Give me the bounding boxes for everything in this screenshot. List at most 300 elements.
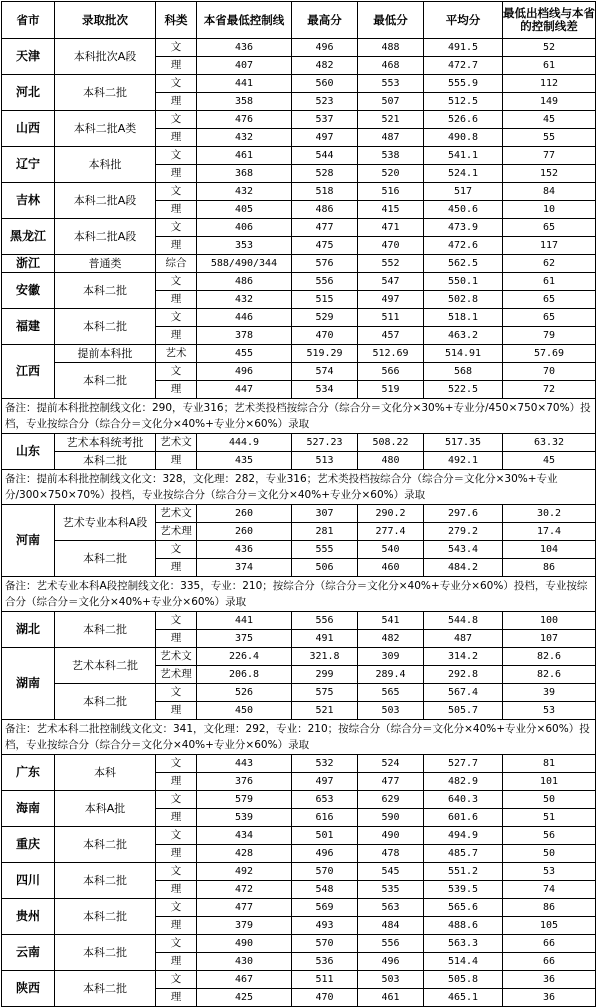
province-cell: 浙江 xyxy=(2,255,55,273)
avg-score-cell: 502.8 xyxy=(424,291,503,309)
header-batch: 录取批次 xyxy=(55,2,156,39)
avg-score-cell: 539.5 xyxy=(424,881,503,899)
category-cell: 理 xyxy=(156,702,197,720)
province-cell: 吉林 xyxy=(2,183,55,219)
control-line-cell: 405 xyxy=(197,201,292,219)
score-gap-cell: 82.6 xyxy=(503,648,596,666)
min-score-cell: 535 xyxy=(358,881,424,899)
avg-score-cell: 514.91 xyxy=(424,345,503,363)
table-row xyxy=(2,111,596,129)
avg-score-cell: 527.7 xyxy=(424,755,503,773)
category-cell: 文 xyxy=(156,827,197,845)
batch-cell: 本科二批A段 xyxy=(55,183,156,219)
score-gap-cell: 86 xyxy=(503,899,596,917)
max-score-cell: 560 xyxy=(292,75,358,93)
avg-score-cell: 490.8 xyxy=(424,129,503,147)
header-category: 科类 xyxy=(156,2,197,39)
batch-cell: 本科批次A段 xyxy=(55,39,156,75)
min-score-cell: 503 xyxy=(358,971,424,989)
max-score-cell: 556 xyxy=(292,612,358,630)
score-gap-cell: 104 xyxy=(503,541,596,559)
category-cell: 艺术文 xyxy=(156,505,197,523)
category-cell: 理 xyxy=(156,452,197,470)
category-cell: 理 xyxy=(156,809,197,827)
control-line-cell: 441 xyxy=(197,75,292,93)
avg-score-cell: 450.6 xyxy=(424,201,503,219)
table-row xyxy=(2,39,596,57)
category-cell: 文 xyxy=(156,612,197,630)
control-line-cell: 406 xyxy=(197,219,292,237)
control-line-cell: 432 xyxy=(197,291,292,309)
category-cell: 文 xyxy=(156,863,197,881)
score-gap-cell: 36 xyxy=(503,989,596,1007)
table-row xyxy=(2,147,596,165)
min-score-cell: 566 xyxy=(358,363,424,381)
category-cell: 艺术 xyxy=(156,345,197,363)
max-score-cell: 511 xyxy=(292,971,358,989)
category-cell: 文 xyxy=(156,75,197,93)
avg-score-cell: 555.9 xyxy=(424,75,503,93)
max-score-cell: 493 xyxy=(292,917,358,935)
score-gap-cell: 84 xyxy=(503,183,596,201)
control-line-cell: 477 xyxy=(197,899,292,917)
control-line-cell: 496 xyxy=(197,363,292,381)
category-cell: 艺术文 xyxy=(156,648,197,666)
min-score-cell: 547 xyxy=(358,273,424,291)
min-score-cell: 482 xyxy=(358,630,424,648)
avg-score-cell: 567.4 xyxy=(424,684,503,702)
min-score-cell: 490 xyxy=(358,827,424,845)
max-score-cell: 534 xyxy=(292,381,358,399)
score-gap-cell: 51 xyxy=(503,809,596,827)
min-score-cell: 541 xyxy=(358,612,424,630)
control-line-cell: 579 xyxy=(197,791,292,809)
score-gap-cell: 56 xyxy=(503,827,596,845)
control-line-cell: 446 xyxy=(197,309,292,327)
max-score-cell: 536 xyxy=(292,953,358,971)
max-score-cell: 497 xyxy=(292,773,358,791)
category-cell: 理 xyxy=(156,773,197,791)
table-row xyxy=(2,827,596,845)
max-score-cell: 555 xyxy=(292,541,358,559)
table-row xyxy=(2,345,596,363)
min-score-cell: 470 xyxy=(358,237,424,255)
table-row xyxy=(2,648,596,666)
max-score-cell: 570 xyxy=(292,935,358,953)
avg-score-cell: 601.6 xyxy=(424,809,503,827)
table-row xyxy=(2,684,596,702)
min-score-cell: 471 xyxy=(358,219,424,237)
batch-cell: 本科二批A类 xyxy=(55,111,156,147)
max-score-cell: 475 xyxy=(292,237,358,255)
control-line-cell: 206.8 xyxy=(197,666,292,684)
avg-score-cell: 488.6 xyxy=(424,917,503,935)
header-avg-score: 平均分 xyxy=(424,2,503,39)
avg-score-cell: 517 xyxy=(424,183,503,201)
avg-score-cell: 463.2 xyxy=(424,327,503,345)
control-line-cell: 526 xyxy=(197,684,292,702)
max-score-cell: 497 xyxy=(292,129,358,147)
max-score-cell: 616 xyxy=(292,809,358,827)
min-score-cell: 309 xyxy=(358,648,424,666)
min-score-cell: 487 xyxy=(358,129,424,147)
category-cell: 文 xyxy=(156,935,197,953)
batch-cell: 本科二批 xyxy=(55,899,156,935)
avg-score-cell: 543.4 xyxy=(424,541,503,559)
score-gap-cell: 107 xyxy=(503,630,596,648)
province-cell: 天津 xyxy=(2,39,55,75)
control-line-cell: 376 xyxy=(197,773,292,791)
min-score-cell: 521 xyxy=(358,111,424,129)
score-gap-cell: 45 xyxy=(503,111,596,129)
control-line-cell: 407 xyxy=(197,57,292,75)
control-line-cell: 588/490/344 xyxy=(197,255,292,273)
avg-score-cell: 484.2 xyxy=(424,559,503,577)
control-line-cell: 441 xyxy=(197,612,292,630)
score-gap-cell: 50 xyxy=(503,845,596,863)
category-cell: 文 xyxy=(156,541,197,559)
score-gap-cell: 30.2 xyxy=(503,505,596,523)
control-line-cell: 472 xyxy=(197,881,292,899)
note-cell: 备注：提前本科批控制线文化：290，专业316；艺术类投档按综合分（综合分＝文化分×30%+专业分/450×750×70%）投档，专业按综合分（综合分＝文化分×40%+专业分×60%）录取 xyxy=(2,399,596,434)
score-gap-cell: 79 xyxy=(503,327,596,345)
control-line-cell: 432 xyxy=(197,129,292,147)
max-score-cell: 496 xyxy=(292,845,358,863)
category-cell: 艺术文 xyxy=(156,434,197,452)
table-row xyxy=(2,183,596,201)
category-cell: 理 xyxy=(156,237,197,255)
category-cell: 理 xyxy=(156,57,197,75)
control-line-cell: 436 xyxy=(197,39,292,57)
province-cell: 山西 xyxy=(2,111,55,147)
table-row xyxy=(2,75,596,93)
batch-cell: 本科二批 xyxy=(55,309,156,345)
max-score-cell: 299 xyxy=(292,666,358,684)
province-cell: 辽宁 xyxy=(2,147,55,183)
max-score-cell: 515 xyxy=(292,291,358,309)
province-cell: 湖北 xyxy=(2,612,55,648)
control-line-cell: 374 xyxy=(197,559,292,577)
avg-score-cell: 518.1 xyxy=(424,309,503,327)
province-cell: 山东 xyxy=(2,434,55,470)
max-score-cell: 470 xyxy=(292,327,358,345)
batch-cell: 本科二批 xyxy=(55,971,156,1007)
category-cell: 理 xyxy=(156,953,197,971)
min-score-cell: 289.4 xyxy=(358,666,424,684)
table-body xyxy=(2,2,596,1007)
control-line-cell: 447 xyxy=(197,381,292,399)
note-row xyxy=(2,720,596,755)
category-cell: 理 xyxy=(156,93,197,111)
min-score-cell: 563 xyxy=(358,899,424,917)
category-cell: 理 xyxy=(156,381,197,399)
min-score-cell: 290.2 xyxy=(358,505,424,523)
category-cell: 理 xyxy=(156,559,197,577)
score-gap-cell: 152 xyxy=(503,165,596,183)
batch-cell: 普通类 xyxy=(55,255,156,273)
batch-cell: 本科二批 xyxy=(55,863,156,899)
max-score-cell: 281 xyxy=(292,523,358,541)
province-cell: 福建 xyxy=(2,309,55,345)
score-gap-cell: 72 xyxy=(503,381,596,399)
score-gap-cell: 74 xyxy=(503,881,596,899)
avg-score-cell: 292.8 xyxy=(424,666,503,684)
avg-score-cell: 563.3 xyxy=(424,935,503,953)
max-score-cell: 477 xyxy=(292,219,358,237)
batch-cell: 艺术本科统考批 xyxy=(55,434,156,452)
max-score-cell: 521 xyxy=(292,702,358,720)
avg-score-cell: 485.7 xyxy=(424,845,503,863)
avg-score-cell: 565.6 xyxy=(424,899,503,917)
min-score-cell: 590 xyxy=(358,809,424,827)
min-score-cell: 468 xyxy=(358,57,424,75)
category-cell: 文 xyxy=(156,791,197,809)
max-score-cell: 519.29 xyxy=(292,345,358,363)
min-score-cell: 497 xyxy=(358,291,424,309)
batch-cell: 本科A批 xyxy=(55,791,156,827)
min-score-cell: 508.22 xyxy=(358,434,424,452)
max-score-cell: 321.8 xyxy=(292,648,358,666)
province-cell: 重庆 xyxy=(2,827,55,863)
score-gap-cell: 86 xyxy=(503,559,596,577)
header-control-line: 本省最低控制线 xyxy=(197,2,292,39)
control-line-cell: 432 xyxy=(197,183,292,201)
max-score-cell: 529 xyxy=(292,309,358,327)
min-score-cell: 565 xyxy=(358,684,424,702)
score-gap-cell: 149 xyxy=(503,93,596,111)
control-line-cell: 436 xyxy=(197,541,292,559)
table-row xyxy=(2,541,596,559)
category-cell: 文 xyxy=(156,899,197,917)
province-cell: 陕西 xyxy=(2,971,55,1007)
batch-cell: 本科二批 xyxy=(55,612,156,648)
min-score-cell: 545 xyxy=(358,863,424,881)
avg-score-cell: 505.7 xyxy=(424,702,503,720)
max-score-cell: 486 xyxy=(292,201,358,219)
min-score-cell: 516 xyxy=(358,183,424,201)
score-gap-cell: 63.32 xyxy=(503,434,596,452)
avg-score-cell: 491.5 xyxy=(424,39,503,57)
max-score-cell: 575 xyxy=(292,684,358,702)
max-score-cell: 518 xyxy=(292,183,358,201)
min-score-cell: 520 xyxy=(358,165,424,183)
table-row xyxy=(2,505,596,523)
score-gap-cell: 52 xyxy=(503,39,596,57)
avg-score-cell: 487 xyxy=(424,630,503,648)
batch-cell: 本科二批 xyxy=(55,452,156,470)
min-score-cell: 488 xyxy=(358,39,424,57)
control-line-cell: 490 xyxy=(197,935,292,953)
table-row xyxy=(2,935,596,953)
table-row xyxy=(2,309,596,327)
min-score-cell: 461 xyxy=(358,989,424,1007)
category-cell: 文 xyxy=(156,183,197,201)
table-row xyxy=(2,791,596,809)
note-row xyxy=(2,399,596,434)
avg-score-cell: 562.5 xyxy=(424,255,503,273)
min-score-cell: 478 xyxy=(358,845,424,863)
max-score-cell: 470 xyxy=(292,989,358,1007)
province-cell: 四川 xyxy=(2,863,55,899)
province-cell: 河北 xyxy=(2,75,55,111)
min-score-cell: 524 xyxy=(358,755,424,773)
score-gap-cell: 66 xyxy=(503,935,596,953)
control-line-cell: 539 xyxy=(197,809,292,827)
min-score-cell: 553 xyxy=(358,75,424,93)
header-province: 省市 xyxy=(2,2,55,39)
min-score-cell: 512.69 xyxy=(358,345,424,363)
score-gap-cell: 53 xyxy=(503,702,596,720)
province-cell: 海南 xyxy=(2,791,55,827)
batch-cell: 本科批 xyxy=(55,147,156,183)
batch-cell: 提前本科批 xyxy=(55,345,156,363)
batch-cell: 本科二批A段 xyxy=(55,219,156,255)
category-cell: 文 xyxy=(156,111,197,129)
max-score-cell: 491 xyxy=(292,630,358,648)
control-line-cell: 443 xyxy=(197,755,292,773)
min-score-cell: 496 xyxy=(358,953,424,971)
score-gap-cell: 105 xyxy=(503,917,596,935)
score-gap-cell: 61 xyxy=(503,273,596,291)
category-cell: 文 xyxy=(156,147,197,165)
note-cell: 备注：提前本科批控制线文化文：328，文化理：282，专业316；艺术类投档按综合分（综合分＝文化分×30%+专业分/300×750×70%）投档，专业按综合分（综合分＝文化分×40%+专业分×60%）录取 xyxy=(2,470,596,505)
control-line-cell: 260 xyxy=(197,505,292,523)
note-row xyxy=(2,577,596,612)
max-score-cell: 569 xyxy=(292,899,358,917)
avg-score-cell: 482.9 xyxy=(424,773,503,791)
category-cell: 理 xyxy=(156,165,197,183)
score-gap-cell: 82.6 xyxy=(503,666,596,684)
header-max-score: 最高分 xyxy=(292,2,358,39)
control-line-cell: 368 xyxy=(197,165,292,183)
max-score-cell: 544 xyxy=(292,147,358,165)
control-line-cell: 428 xyxy=(197,845,292,863)
batch-cell: 本科二批 xyxy=(55,75,156,111)
min-score-cell: 511 xyxy=(358,309,424,327)
max-score-cell: 523 xyxy=(292,93,358,111)
table-row xyxy=(2,612,596,630)
table-row xyxy=(2,863,596,881)
avg-score-cell: 314.2 xyxy=(424,648,503,666)
control-line-cell: 492 xyxy=(197,863,292,881)
category-cell: 理 xyxy=(156,201,197,219)
category-cell: 理 xyxy=(156,129,197,147)
min-score-cell: 540 xyxy=(358,541,424,559)
score-gap-cell: 10 xyxy=(503,201,596,219)
note-cell: 备注：艺术本科二批控制线文化文：341，文化理：292，专业：210；按综合分（综合分＝文化分×40%+专业分×60%）投档，专业按综合分（综合分＝文化分×40%+专业分×60%）录取 xyxy=(2,720,596,755)
score-gap-cell: 81 xyxy=(503,755,596,773)
score-gap-cell: 65 xyxy=(503,309,596,327)
avg-score-cell: 279.2 xyxy=(424,523,503,541)
control-line-cell: 260 xyxy=(197,523,292,541)
admission-score-table xyxy=(1,1,596,1007)
header-score-gap: 最低出档线与本省的控制线差 xyxy=(503,2,596,39)
header-min-score: 最低分 xyxy=(358,2,424,39)
control-line-cell: 425 xyxy=(197,989,292,1007)
max-score-cell: 528 xyxy=(292,165,358,183)
score-gap-cell: 36 xyxy=(503,971,596,989)
control-line-cell: 467 xyxy=(197,971,292,989)
avg-score-cell: 524.1 xyxy=(424,165,503,183)
category-cell: 文 xyxy=(156,971,197,989)
batch-cell: 本科二批 xyxy=(55,684,156,720)
category-cell: 理 xyxy=(156,881,197,899)
max-score-cell: 548 xyxy=(292,881,358,899)
score-gap-cell: 77 xyxy=(503,147,596,165)
score-gap-cell: 45 xyxy=(503,452,596,470)
avg-score-cell: 492.1 xyxy=(424,452,503,470)
avg-score-cell: 465.1 xyxy=(424,989,503,1007)
batch-cell: 本科二批 xyxy=(55,827,156,863)
min-score-cell: 503 xyxy=(358,702,424,720)
category-cell: 文 xyxy=(156,219,197,237)
min-score-cell: 484 xyxy=(358,917,424,935)
min-score-cell: 460 xyxy=(358,559,424,577)
control-line-cell: 461 xyxy=(197,147,292,165)
score-gap-cell: 100 xyxy=(503,612,596,630)
control-line-cell: 226.4 xyxy=(197,648,292,666)
score-gap-cell: 39 xyxy=(503,684,596,702)
max-score-cell: 537 xyxy=(292,111,358,129)
province-cell: 贵州 xyxy=(2,899,55,935)
note-cell: 备注：艺术专业本科A段控制线文化：335，专业：210；按综合分（综合分＝文化分×40%+专业分×60%）投档，专业按综合分（综合分＝文化分×40%+专业分×60%）录取 xyxy=(2,577,596,612)
min-score-cell: 277.4 xyxy=(358,523,424,541)
max-score-cell: 496 xyxy=(292,39,358,57)
table-row xyxy=(2,255,596,273)
min-score-cell: 480 xyxy=(358,452,424,470)
control-line-cell: 455 xyxy=(197,345,292,363)
max-score-cell: 576 xyxy=(292,255,358,273)
category-cell: 理 xyxy=(156,327,197,345)
score-gap-cell: 112 xyxy=(503,75,596,93)
max-score-cell: 532 xyxy=(292,755,358,773)
control-line-cell: 435 xyxy=(197,452,292,470)
category-cell: 理 xyxy=(156,989,197,1007)
control-line-cell: 358 xyxy=(197,93,292,111)
category-cell: 理 xyxy=(156,845,197,863)
category-cell: 艺术理 xyxy=(156,523,197,541)
score-gap-cell: 50 xyxy=(503,791,596,809)
min-score-cell: 629 xyxy=(358,791,424,809)
control-line-cell: 486 xyxy=(197,273,292,291)
province-cell: 安徽 xyxy=(2,273,55,309)
max-score-cell: 527.23 xyxy=(292,434,358,452)
score-gap-cell: 62 xyxy=(503,255,596,273)
control-line-cell: 375 xyxy=(197,630,292,648)
avg-score-cell: 494.9 xyxy=(424,827,503,845)
table-row xyxy=(2,899,596,917)
avg-score-cell: 512.5 xyxy=(424,93,503,111)
batch-cell: 艺术本科二批 xyxy=(55,648,156,684)
avg-score-cell: 472.7 xyxy=(424,57,503,75)
category-cell: 理 xyxy=(156,291,197,309)
category-cell: 理 xyxy=(156,630,197,648)
province-cell: 黑龙江 xyxy=(2,219,55,255)
province-cell: 河南 xyxy=(2,505,55,577)
table-row xyxy=(2,219,596,237)
avg-score-cell: 541.1 xyxy=(424,147,503,165)
table-row xyxy=(2,971,596,989)
control-line-cell: 430 xyxy=(197,953,292,971)
score-gap-cell: 17.4 xyxy=(503,523,596,541)
max-score-cell: 506 xyxy=(292,559,358,577)
batch-cell: 本科二批 xyxy=(55,273,156,309)
category-cell: 综合 xyxy=(156,255,197,273)
category-cell: 文 xyxy=(156,755,197,773)
category-cell: 文 xyxy=(156,684,197,702)
province-cell: 广东 xyxy=(2,755,55,791)
max-score-cell: 570 xyxy=(292,863,358,881)
